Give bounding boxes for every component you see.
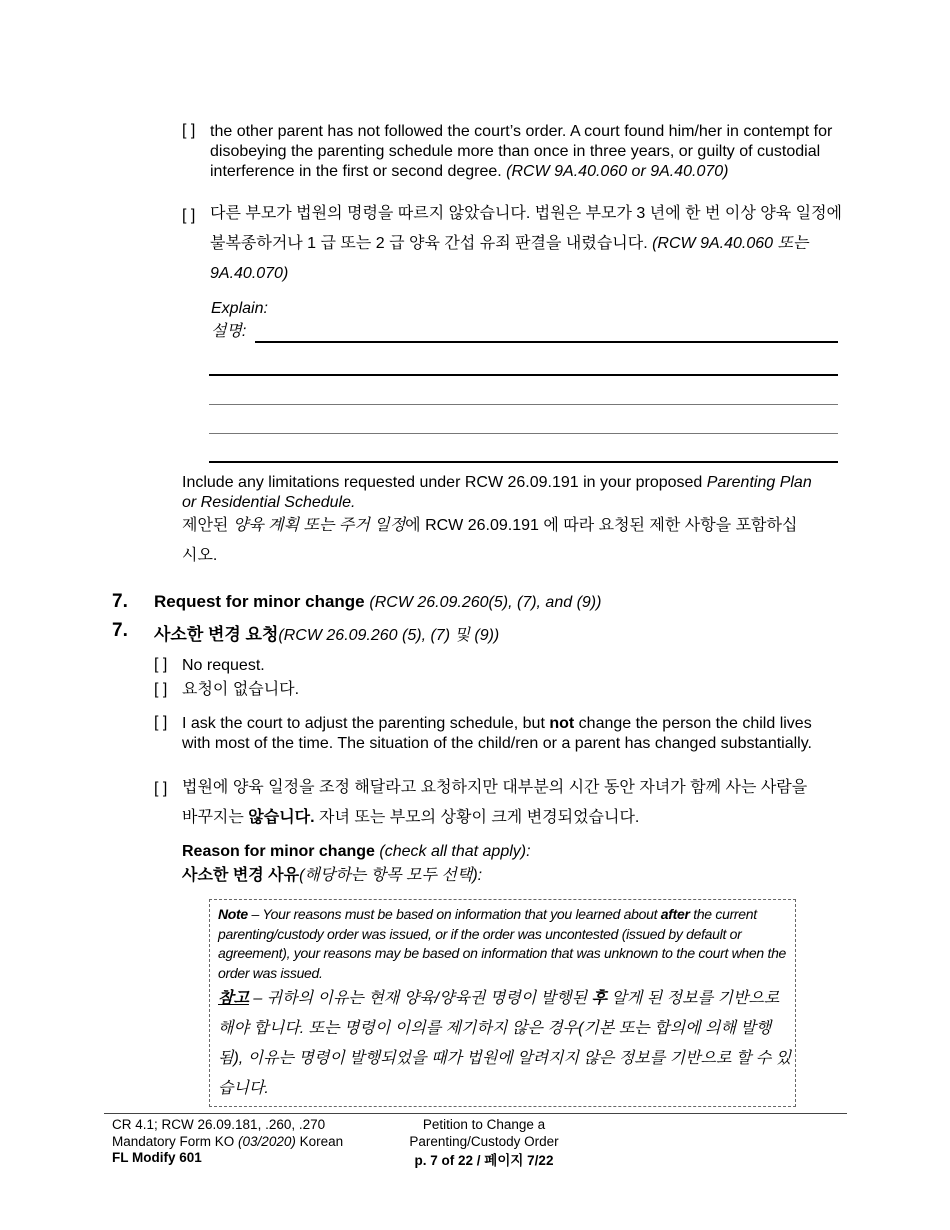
reason-heading-ko: 사소한 변경 사유(해당하는 항목 모두 선택): xyxy=(182,867,483,884)
explain-line-3[interactable] xyxy=(209,404,838,405)
footer-title-2: Parenting/Custody Order xyxy=(409,1134,559,1149)
explain-label-ko: 설명: xyxy=(211,323,247,340)
no-request-checkbox[interactable]: [ ] xyxy=(154,656,168,673)
footer-title-1: Petition to Change a xyxy=(422,1117,546,1132)
contempt-checkbox[interactable]: [ ] xyxy=(182,122,196,139)
adjust-schedule-ko: 법원에 양육 일정을 조정 해달라고 요청하지만 대부분의 시간 동안 자녀가 함께 사는 사람을 바꾸지는 않습니다. 자녀 또는 부모의 상황이 크게 변경되었습니다. xyxy=(182,779,808,826)
explain-line-4[interactable] xyxy=(209,433,838,434)
limitations-ko: 제안된 양육 계획 또는 주거 일정에 RCW 26.09.191 에 따라 요청된 제한 사항을 포함하십시오. xyxy=(182,517,798,564)
limitations-en: Include any limitations requested under RCW 26.09.191 in your proposed Parenting Plan or Residential Schedule. xyxy=(182,474,812,511)
contempt-checkbox-ko[interactable]: [ ] xyxy=(182,207,196,224)
adjust-schedule-checkbox-ko[interactable]: [ ] xyxy=(154,780,168,797)
no-request-checkbox-ko[interactable]: [ ] xyxy=(154,681,168,698)
section-title-en: Request for minor change (RCW 26.09.260(5), (7), and (9)) xyxy=(154,592,602,611)
footer-form-id: FL Modify 601 xyxy=(112,1150,202,1165)
footer-page-number: p. 7 of 22 / 페이지 7/22 xyxy=(414,1153,554,1168)
footer-mandatory: Mandatory Form KO (03/2020) Korean xyxy=(112,1134,344,1149)
note-box xyxy=(209,899,796,1107)
note-en: Note – Your reasons must be based on information that you learned about after the current parenting/custody order was issued, or if the order was uncontested (issued by default or agreement), your reasons may be based on information that was unknown to the court when the order was issued. xyxy=(218,906,787,981)
reason-heading-en: Reason for minor change (check all that apply): xyxy=(182,843,531,860)
explain-line-1[interactable] xyxy=(255,341,838,343)
section-number-ko: 7. xyxy=(112,620,128,641)
adjust-schedule-en: I ask the court to adjust the parenting schedule, but not change the person the child lives with most of the time. The situation of the child/ren or a parent has changed substantially. xyxy=(182,715,812,752)
no-request-ko: 요청이 없습니다. xyxy=(182,681,300,698)
footer-divider xyxy=(104,1113,847,1114)
explain-label-en: Explain: xyxy=(211,300,268,317)
no-request-en: No request. xyxy=(182,657,265,674)
section-number: 7. xyxy=(112,591,128,612)
section-title-ko: 사소한 변경 요청(RCW 26.09.260 (5), (7) 및 (9)) xyxy=(154,625,500,644)
contempt-option-ko: 다른 부모가 법원의 명령을 따르지 않았습니다. 법원은 부모가 3 년에 한 번 이상 양육 일정에 불복종하거나 1 급 또는 2 급 양육 간섭 유죄 판결을 내렸습니다. (RCW 9A.40.060 또는 9A.40.070) xyxy=(210,205,842,282)
note-ko: 참고 – 귀하의 이유는 현재 양육/양육권 명령이 발행된 후 알게 된 정보를 기반으로 해야 합니다. 또는 명령이 이의를 제기하지 않은 경우(기본 또는 합의에 의해 발행됨), 이유는 명령이 발행되었을 때가 법원에 알려지지 않은 정보를 기반으로 할 수 있습니다. xyxy=(218,990,792,1097)
explain-line-5[interactable] xyxy=(209,461,838,463)
footer-rule: CR 4.1; RCW 26.09.181, .260, .270 xyxy=(112,1117,326,1132)
contempt-option-en: the other parent has not followed the court’s order. A court found him/her in contempt for disobeying the parenting schedule more than once in three years, or guilty of custodial interference in the first or second degree. (RCW 9A.40.060 or 9A.40.070) xyxy=(210,123,833,180)
adjust-schedule-checkbox[interactable]: [ ] xyxy=(154,714,168,731)
explain-line-2[interactable] xyxy=(209,374,838,376)
